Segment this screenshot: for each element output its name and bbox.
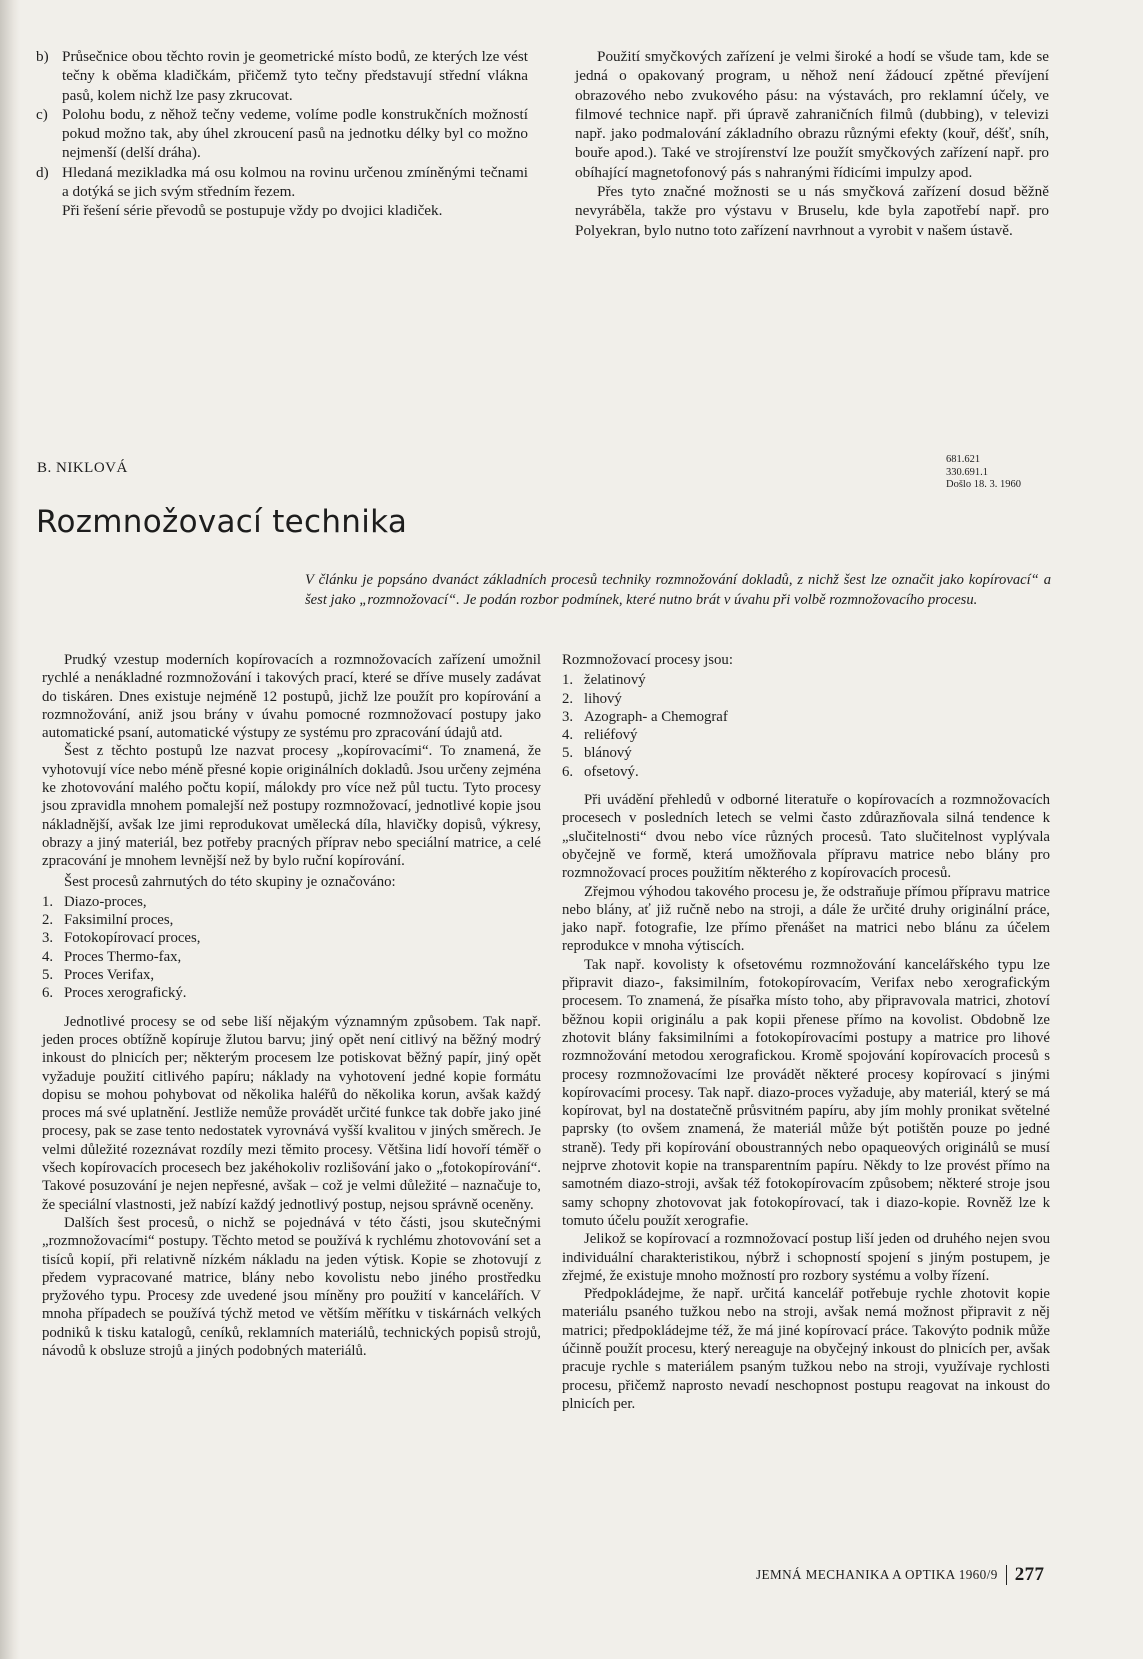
item-label: b) — [36, 48, 49, 65]
paragraph: Šest z těchto postupů lze nazvat procesy „kopírovacími“. To znamená, že vyhotovují více nebo méně přesné kopie originálních dokladů. Jsou určeny zejména ke zhotovování malého počtu kopií, málokdy pro více než půl tuctu. Tyto procesy jsou zpravidla mnohem pomalejší než postupy rozmnožovací, jednotlivé kopie jsou nákladnější, avšak lze jimi reprodukovat umělecká díla, hlavičky dopisů, výkresy, obrazy a jiný materiál, bez potřeby pracných příprav nebo speciální matrice, a celé zpracování je mnohem levnější než by bylo ruční kopírování. — [42, 743, 541, 870]
list-item: 4. Proces Thermo-fax, — [42, 948, 182, 965]
paragraph: Dalších šest procesů, o nichž se pojednává v této části, jsou skutečnými „rozmnožovacími“ postupy. Těchto metod se používá k rychlému zhotovování set a tisíců kopií, při relativně nízkém nákladu na jeden výtisk. Kopie se zhotovují z předem vypracované matrice, blány nebo kovolistu nebo jiného prostředku pryžového typu. Procesy zde uvedené jsou míněny pro použití v kancelářích. V mnoha případech se používá týchž metod ve větším měřítku v tiskárnách velkých podniků k tisku katalogů, ceníků, reklamních materiálů, technických popisů strojů, návodů k obsluze strojů a jiných podobných materiálů. — [42, 1214, 541, 1359]
list-item: 1. Diazo-proces, — [42, 893, 147, 910]
paragraph: Při uvádění přehledů v odborné literatuře o kopírovacích a rozmnožovacích procesech v posledních letech se velmi často zdůrazňovala silná tendence k „slučitelnosti“ dvou nebo více různých procesů. Tato slučitelnost vyplývala obyčejně ve formě, která umožňovala přípravu matrice nebo blány pro rozmnožovací proces použitím některého z kopírovacích procesů. — [562, 792, 1050, 882]
item-label: d) — [36, 163, 49, 181]
list-item: 2. lihový — [562, 690, 622, 707]
item-continuation: Při řešení série převodů se postupuje vždy po dvojici kladiček. — [62, 202, 443, 220]
page-footer — [756, 1564, 1044, 1586]
article-abstract: V článku je popsáno dvanáct základních procesů techniky rozmnožování dokladů, z nichž šest lze označit jako kopírovací“ a šest jako „rozmnožovací“. Je podán rozbor podmínek, které nutno brát v úvahu při volbě rozmnožovacího procesu. — [305, 572, 1051, 608]
main-left-column — [42, 651, 541, 1360]
list-item: 5. Proces Verifax, — [42, 967, 155, 984]
item-text: Hledaná mezikladka má osu kolmou na rovinu určenou zmíněnými tečnami a dotýká se jich svým středním řezem. — [62, 163, 528, 201]
list-item: 2. Faksimilní proces, — [42, 912, 174, 929]
paragraph: Prudký vzestup moderních kopírovacích a rozmnožovacích zařízení umožnil rychlé a nenákladné rozmnožování i takových prací, které se dříve musely zadávat do tiskáren. Dnes existuje nejméně 12 postupů, jichž lze použít pro kopírování a rozmnožování, aniž jsou brány v úvahu pomocné rozmnožovací postupy jako automatické psaní, automatické výstupy ze systému pro zpracování údajů atd. — [42, 652, 541, 742]
journal-name: JEMNÁ MECHANIKA A OPTIKA 1960/9 — [756, 1567, 998, 1582]
paragraph: Použití smyčkových zařízení je velmi široké a hodí se všude tam, kde se jedná o opakovaný program, u něhož není žádoucí zpětné převíjení obrazového nebo zvukového pásu: na výstavách, pro reklamní účely, ve filmové technice např. při úpravě zahraničních filmů (dubbing), v televizi např. jako podmalování základního obrazu různými efekty (kouř, déšť, sníh, bouře apod.). Také ve strojírenství lze použít smyčkových zařízení např. pro obíhající magnetofonový pás s nahranými řídicími impulzy apod. — [575, 48, 1049, 181]
list-item: 4. reliéfový — [562, 727, 638, 744]
top-right-column — [575, 47, 1049, 240]
list-item-c — [36, 105, 528, 163]
item-text-wrap — [62, 163, 528, 221]
list-item: 6. Proces xerografický. — [42, 985, 187, 1002]
list-item: 1. želatinový — [562, 672, 646, 689]
copy-process-list — [42, 893, 541, 1003]
footer-divider — [1006, 1565, 1007, 1585]
main-right-column — [562, 651, 1050, 1413]
paragraph: Zřejmou výhodou takového procesu je, že odstraňuje přímou přípravu matrice nebo blány, ať již ručně nebo na stroji, a dále že určité druhy originální práce, jako např. fotografie, lze přímo přenášet na matrici nebo blánu za účelem reprodukce v mnoha výtiscích. — [562, 883, 1050, 955]
item-text: Polohu bodu, z něhož tečny vedeme, volíme podle konstrukčních možností pokud možno tak, aby úhel zkroucení pasů na jednotku délky byl co možno nejmenší (delší dráha). — [62, 105, 528, 162]
paragraph: Jednotlivé procesy se od sebe liší nějakým významným způsobem. Tak např. jeden proces obtížně kopíruje žlutou barvu; jiný opět není citlivý na běžný modrý inkoust do plnicích per; některým procesem lze potiskovat běžný papír, jiný opět vyžaduje použití citlivého papíru; náklady na vyhotovení jedné kopie formátu dopisu se mohou pohybovat od několika haléřů do několika korun, avšak každý proces má své uplatnění. Jestliže nemůže provádět určité funkce tak dobře jako jiné procesy, pak se zase tento nedostatek vyrovnává vyšší kvalitou v jiných směrech. Je velmi důležité rozeznávat rozdíly mezi těmito procesy. Většina lidí hovoří téměř o všech kopírovacích procesech bez jakéhokoliv rozlišování jako o „fotokopírování“. Takové posuzování je nejen nepřesné, avšak – což je velmi důležité – naznačuje to, že speciální vlastnosti, jež nabízí každý jednotlivý postup, nejsou správně oceněny. — [42, 1013, 541, 1213]
paragraph: Přes tyto značné možnosti se u nás smyčková zařízení dosud běžně nevyráběla, takže pro výstavu v Bruselu, kde byla zapotřebí např. pro Polyekran, bylo nutno toto zařízení navrhnout a vyrobit v našem ústavě. — [575, 183, 1049, 239]
received-date: Došlo 18. 3. 1960 — [946, 479, 1021, 490]
page-number: 277 — [1014, 1564, 1045, 1585]
list-item: 6. ofsetový. — [562, 763, 639, 780]
paragraph: Jelikož se kopírovací a rozmnožovací postup liší jeden od druhého nejen svou individuální charakteristikou, nýbrž i schopností spojení s jiným postupem, je zřejmé, že existuje mnoho možností pro rozbory systému a volby řízení. — [562, 1231, 1050, 1284]
article-author: B. NIKLOVÁ — [37, 460, 128, 476]
paragraph: Šest procesů zahrnutých do této skupiny je označováno: — [64, 873, 396, 890]
list-item: 5. blánový — [562, 745, 632, 762]
paragraph: Tak např. kovolisty k ofsetovému rozmnožování kancelářského typu lze připravit diazo-, faksimilním, fotokopírovacím, Verifax nebo xerografickým procesem. To znamená, že písařka místo toho, aby připravovala matrici, zhotoví běžnou kopii originálu a pak kopii přenese přímo na kovolist. Obdobně lze zhotovit blány faksimilními a fotokopírovacími postupy a matrice pro lihové rozmnožování metodou xerografickou. Kromě spojování kopírovacích procesů s procesy rozmnožovacími lze provádět některé procesy kopírovací s jinými kopírovacími procesy. Tak např. diazo-proces vyžaduje, aby materiál, který se má kopírovat, byl na dostatečně průsvitném papíru, aby jím mohly pronikat světelné paprsky (to ovšem znamená, že materiál může být potištěn pouze po jedné straně). Tedy při kopírování oboustranných nebo opaqueových originálů se musí nejprve zhotovit kopie na transparentním papíru. Někdy to lze provést přímo na samotném diazo-stroji, avšak též fotokopírovacím způsobem; některé stroje jsou samy schopny zhotovovat jak fotokopírovací, tak i diazo-kopie. Rovněž lze k tomuto účelu použít xerografie. — [562, 956, 1050, 1229]
article-title: Rozmnožovací technika — [36, 504, 408, 540]
item-text: Průsečnice obou těchto rovin je geometrické místo bodů, ze kterých lze vést tečny k oběma kladičkám, přičemž tyto tečny představují střední vlákna pasů, kolem nichž lze pasy zkrucovat. — [62, 48, 528, 104]
item-label: c) — [36, 105, 48, 123]
list-item: 3. Azograph- a Chemograf — [562, 708, 728, 725]
duplication-process-list — [562, 671, 1050, 781]
list-item-d — [36, 163, 528, 221]
top-left-column — [36, 47, 528, 221]
list-item-b — [36, 47, 528, 105]
list-item: 3. Fotokopírovací proces, — [42, 930, 201, 947]
udc-code: 681.621 — [946, 454, 981, 465]
classification-codes — [946, 454, 1021, 492]
udc-code: 330.691.1 — [946, 466, 988, 478]
page-gutter-shadow — [0, 0, 20, 1659]
paragraph: Předpokládejme, že např. určitá kancelář potřebuje rychle zhotovit kopie materiálu psaného tužkou nebo na stroji, avšak nemá možnost připravit z něj matrici; předpokládejme též, že má jiné kopírovací práce. Takovýto podnik může účinně použít procesu, který nereaguje na obyčejný inkoust do plnicích per, avšak pracuje rychle s materiálem psaným tužkou nebo na stroji, využívaje rychlosti procesu, přičemž naprosto nevadí neschopnost postupu reagovat na inkoust do plnicích per. — [562, 1286, 1050, 1412]
list-heading: Rozmnožovací procesy jsou: — [562, 652, 733, 668]
